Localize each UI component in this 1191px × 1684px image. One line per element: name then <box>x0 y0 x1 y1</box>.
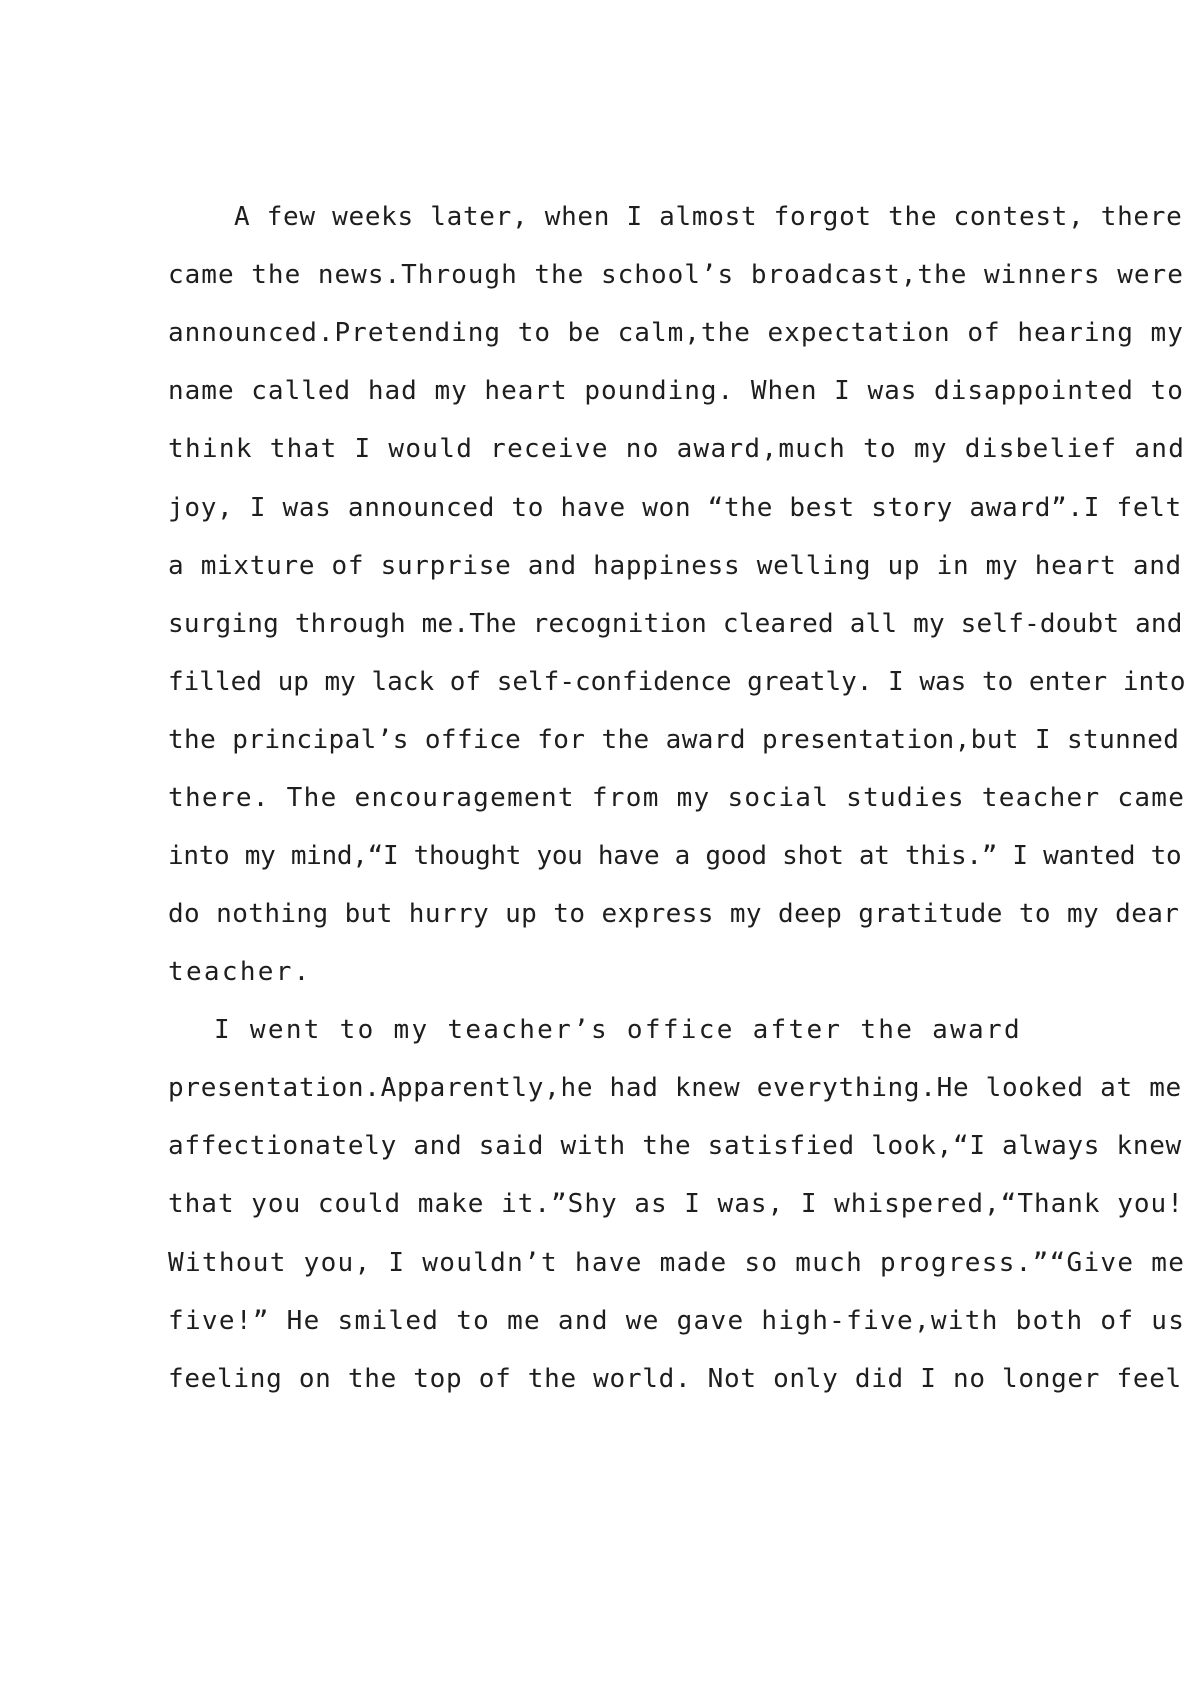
text-line: A few weeks later, when I almost forgot the contest, there <box>234 202 1183 232</box>
text-line: feeling on the top of the world. Not only did I no longer feel <box>168 1364 1182 1394</box>
text-line: into my mind,“I thought you have a good shot at this.” I wanted to <box>168 841 1182 871</box>
text-line: five!” He smiled to me and we gave high-five,with both of us <box>168 1306 1186 1336</box>
text-line: name called had my heart pounding. When I was disappointed to <box>168 376 1184 406</box>
text-line: think that I would receive no award,much to my disbelief and <box>168 434 1186 464</box>
text-line: teacher. <box>168 957 312 987</box>
text-line: filled up my lack of self-confidence greatly. I was to enter into <box>168 667 1186 697</box>
text-line: do nothing but hurry up to express my deep gratitude to my dear <box>168 899 1180 929</box>
text-line: that you could make it.”Shy as I was, I whispered,“Thank you! <box>168 1189 1184 1219</box>
text-line: a mixture of surprise and happiness welling up in my heart and <box>168 551 1182 581</box>
text-line: announced.Pretending to be calm,the expectation of hearing my <box>168 318 1184 348</box>
text-line: joy, I was announced to have won “the best story award”.I felt <box>168 493 1182 523</box>
text-line: came the news.Through the school’s broadcast,the winners were <box>168 260 1184 290</box>
text-line: there. The encouragement from my social studies teacher came <box>168 783 1186 813</box>
text-line: presentation.Apparently,he had knew everything.He looked at me <box>168 1073 1182 1103</box>
text-line: surging through me.The recognition cleared all my self-doubt and <box>168 609 1183 639</box>
text-line: Without you, I wouldn’t have made so much progress.”“Give me <box>168 1248 1186 1278</box>
text-line: the principal’s office for the award presentation,but I stunned <box>168 725 1180 755</box>
text-line: affectionately and said with the satisfied look,“I always knew <box>168 1131 1182 1161</box>
text-line: I went to my teacher’s office after the award <box>214 1015 1022 1045</box>
